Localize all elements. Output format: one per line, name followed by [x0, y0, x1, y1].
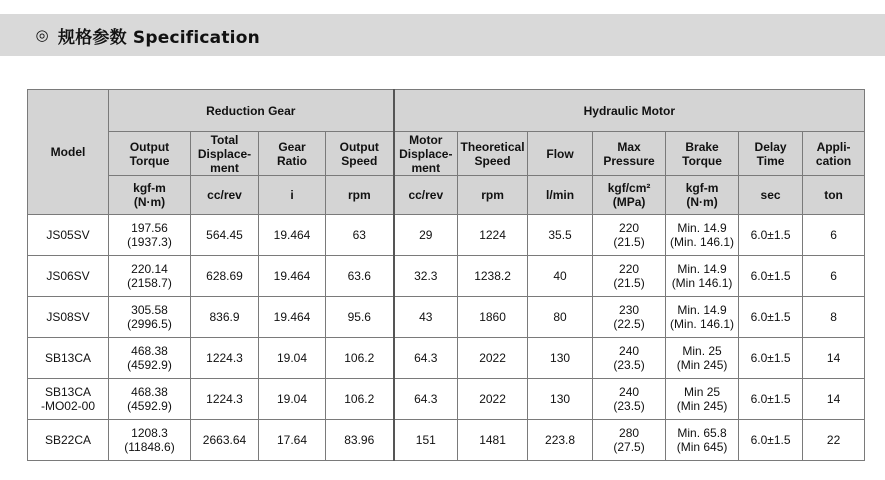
table-cell: Min. 25 (Min 245) — [666, 338, 739, 379]
table-cell: 223.8 — [528, 420, 593, 461]
table-cell: 240 (23.5) — [593, 379, 666, 420]
model-cell: SB13CA -MO02-00 — [28, 379, 109, 420]
unit-gear-ratio: i — [259, 176, 326, 215]
section-title: 规格参数 Specification — [58, 27, 260, 48]
table-cell: 130 — [528, 379, 593, 420]
unit-total-displacement: cc/rev — [191, 176, 259, 215]
table-cell: 64.3 — [394, 338, 458, 379]
column-header-output-torque: Output Torque — [109, 132, 191, 176]
reduction-gear-header: Reduction Gear — [109, 90, 394, 132]
table-cell: 1481 — [458, 420, 528, 461]
table-cell: Min. 65.8 (Min 645) — [666, 420, 739, 461]
column-header-max-pressure: Max Pressure — [593, 132, 666, 176]
table-row — [28, 379, 865, 420]
table-cell: 1224 — [458, 215, 528, 256]
table-cell: 14 — [803, 379, 865, 420]
table-cell: 63 — [326, 215, 394, 256]
table-cell: 17.64 — [259, 420, 326, 461]
model-cell: JS08SV — [28, 297, 109, 338]
section-title-bar — [0, 14, 885, 56]
column-header-delay-time: Delay Time — [739, 132, 803, 176]
table-cell: 6 — [803, 215, 865, 256]
table-cell: 305.58 (2996.5) — [109, 297, 191, 338]
table-cell: 19.04 — [259, 379, 326, 420]
table-cell: 2663.64 — [191, 420, 259, 461]
table-cell: 151 — [394, 420, 458, 461]
table-cell: 220 (21.5) — [593, 256, 666, 297]
unit-output-speed: rpm — [326, 176, 394, 215]
unit-flow: l/min — [528, 176, 593, 215]
table-cell: 6.0±1.5 — [739, 256, 803, 297]
column-header-output-speed: Output Speed — [326, 132, 394, 176]
table-row — [28, 420, 865, 461]
table-cell: 1224.3 — [191, 379, 259, 420]
table-cell: 280 (27.5) — [593, 420, 666, 461]
table-row — [28, 338, 865, 379]
table-cell: Min 25 (Min 245) — [666, 379, 739, 420]
table-cell: 40 — [528, 256, 593, 297]
column-header-brake-torque: Brake Torque — [666, 132, 739, 176]
table-cell: 19.464 — [259, 297, 326, 338]
table-cell: 95.6 — [326, 297, 394, 338]
table-cell: 2022 — [458, 338, 528, 379]
table-cell: 22 — [803, 420, 865, 461]
table-cell: 64.3 — [394, 379, 458, 420]
table-cell: 628.69 — [191, 256, 259, 297]
table-cell: 32.3 — [394, 256, 458, 297]
unit-brake-torque: kgf-m (N·m) — [666, 176, 739, 215]
table-cell: 35.5 — [528, 215, 593, 256]
table-cell: 106.2 — [326, 338, 394, 379]
table-cell: 2022 — [458, 379, 528, 420]
table-cell: 8 — [803, 297, 865, 338]
table-cell: 6.0±1.5 — [739, 338, 803, 379]
table-cell: Min. 14.9 (Min. 146.1) — [666, 215, 739, 256]
table-cell: 240 (23.5) — [593, 338, 666, 379]
unit-max-pressure: kgf/cm² (MPa) — [593, 176, 666, 215]
unit-delay-time: sec — [739, 176, 803, 215]
table-cell: 6.0±1.5 — [739, 215, 803, 256]
table-cell: 19.04 — [259, 338, 326, 379]
table-cell: 106.2 — [326, 379, 394, 420]
unit-output-torque: kgf-m (N·m) — [109, 176, 191, 215]
table-cell: 468.38 (4592.9) — [109, 338, 191, 379]
table-cell: 19.464 — [259, 215, 326, 256]
table-cell: 130 — [528, 338, 593, 379]
table-cell: 1238.2 — [458, 256, 528, 297]
unit-theoretical-speed: rpm — [458, 176, 528, 215]
table-row — [28, 256, 865, 297]
table-cell: 83.96 — [326, 420, 394, 461]
table-cell: 6.0±1.5 — [739, 379, 803, 420]
table-cell: 1224.3 — [191, 338, 259, 379]
model-cell: SB22CA — [28, 420, 109, 461]
table-cell: 836.9 — [191, 297, 259, 338]
table-cell: 1860 — [458, 297, 528, 338]
model-cell: JS06SV — [28, 256, 109, 297]
column-header-application: Appli- cation — [803, 132, 865, 176]
column-header-total-displacement: Total Displace- ment — [191, 132, 259, 176]
table-cell: 6.0±1.5 — [739, 297, 803, 338]
table-cell: 197.56 (1937.3) — [109, 215, 191, 256]
model-cell: JS05SV — [28, 215, 109, 256]
bullseye-icon: ◎ — [35, 26, 49, 44]
table-cell: 220 (21.5) — [593, 215, 666, 256]
model-cell: SB13CA — [28, 338, 109, 379]
specification-table — [27, 89, 865, 461]
table-cell: 6.0±1.5 — [739, 420, 803, 461]
column-header-motor-displacement: Motor Displace- ment — [394, 132, 458, 176]
table-cell: 230 (22.5) — [593, 297, 666, 338]
table-cell: 29 — [394, 215, 458, 256]
hydraulic-motor-header: Hydraulic Motor — [394, 90, 865, 132]
table-cell: 1208.3 (11848.6) — [109, 420, 191, 461]
table-cell: 220.14 (2158.7) — [109, 256, 191, 297]
table-row — [28, 215, 865, 256]
unit-motor-displacement: cc/rev — [394, 176, 458, 215]
table-cell: 14 — [803, 338, 865, 379]
table-cell: 80 — [528, 297, 593, 338]
column-header-gear-ratio: Gear Ratio — [259, 132, 326, 176]
unit-application: ton — [803, 176, 865, 215]
table-cell: 19.464 — [259, 256, 326, 297]
table-row — [28, 297, 865, 338]
table-cell: Min. 14.9 (Min. 146.1) — [666, 297, 739, 338]
model-header: Model — [28, 90, 109, 215]
column-header-flow: Flow — [528, 132, 593, 176]
table-cell: 564.45 — [191, 215, 259, 256]
table-cell: 63.6 — [326, 256, 394, 297]
column-header-theoretical-speed: Theoretical Speed — [458, 132, 528, 176]
table-cell: 468.38 (4592.9) — [109, 379, 191, 420]
table-cell: Min. 14.9 (Min 146.1) — [666, 256, 739, 297]
table-cell: 6 — [803, 256, 865, 297]
table-cell: 43 — [394, 297, 458, 338]
